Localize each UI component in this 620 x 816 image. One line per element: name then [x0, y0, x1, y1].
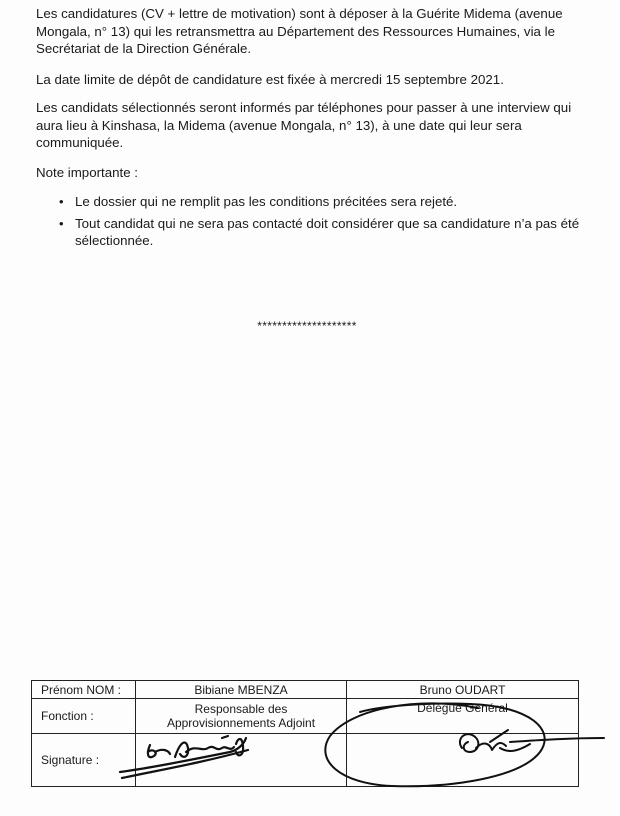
signatory-1-signature-cell [136, 734, 347, 787]
note-item-rejected: • Le dossier qui ne remplit pas les conditions précitées sera rejeté. [36, 193, 584, 211]
note-heading: Note importante : [36, 165, 138, 180]
deadline-paragraph: La date limite de dépôt de candidature est fixée à mercredi 15 septembre 2021. [36, 72, 504, 87]
separator-asterisks: ******************** [257, 319, 357, 333]
signatory-1-name: Bibiane MBENZA [136, 681, 347, 699]
name-row [32, 681, 579, 699]
signature-row [32, 734, 579, 787]
signatory-2-function: Délégué Général [347, 699, 579, 734]
application-instructions-paragraph: Les candidatures (CV + lettre de motivation) sont à déposer à la Guérite Midema (avenue Mongala, n° 13) qui les retransmettra au Département des Ressources Humaines, via le Secrétariat de la Direction Générale. [36, 6, 563, 56]
signature-label: Signature : [32, 734, 136, 787]
function-label: Fonction : [32, 699, 136, 734]
signatory-2-signature-cell [347, 734, 579, 787]
signatory-2-name: Bruno OUDART [347, 681, 579, 699]
notes-list [36, 193, 584, 254]
signatory-1-function: Responsable des Approvisionnements Adjoint [136, 699, 347, 734]
name-label: Prénom NOM : [32, 681, 136, 699]
function-row [32, 699, 579, 734]
signature-table [31, 680, 579, 787]
interview-paragraph: Les candidats sélectionnés seront informés par téléphones pour passer à une interview qui aura lieu à Kinshasa, la Midema (avenue Mongala, n° 13), à une date qui leur sera communiquée. [36, 100, 572, 150]
note-item-not-contacted: • Tout candidat qui ne sera pas contacté doit considérer que sa candidature n’a pas été sélectionnée. [36, 215, 584, 250]
